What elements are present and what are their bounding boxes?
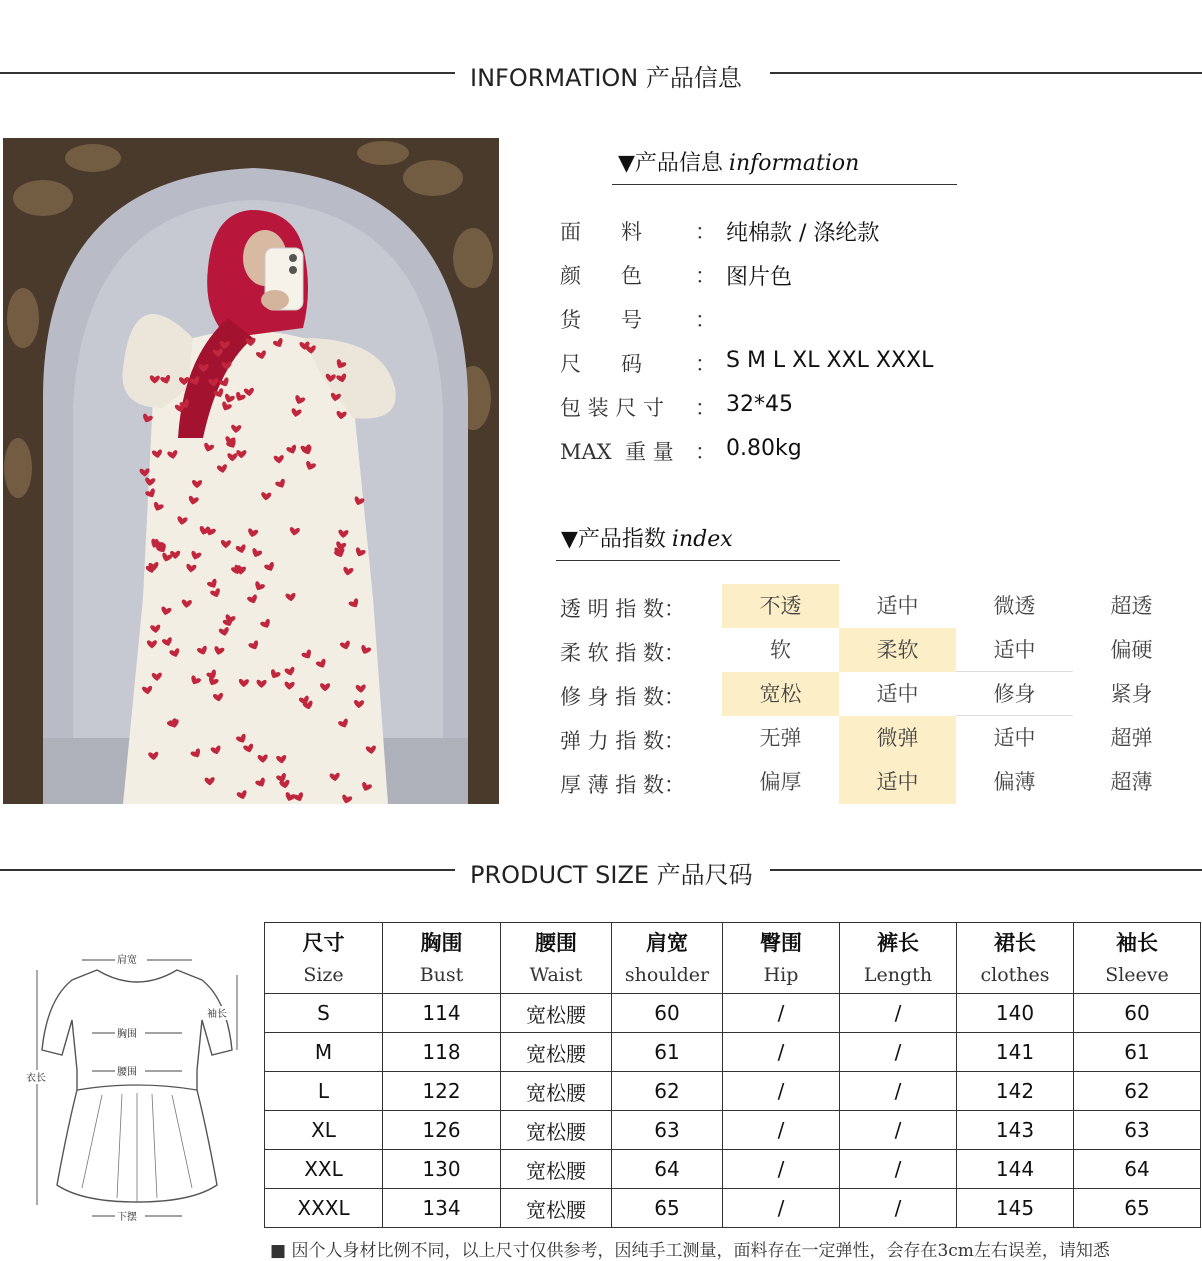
index-row [556, 716, 1202, 760]
header-rule-right [770, 869, 1202, 871]
spec-label: 面 料 [560, 220, 643, 244]
table-cell: / [723, 1189, 840, 1228]
product-index-rule [556, 560, 840, 561]
table-cell: 145 [957, 1189, 1074, 1228]
table-row [265, 994, 1201, 1033]
index-row-label: 厚 薄 指 数： [560, 773, 686, 797]
index-option: 软 [770, 638, 791, 662]
size-table-header-cell [265, 923, 383, 994]
index-option: 修身 [993, 682, 1036, 706]
spec-label: 货 号 [560, 308, 643, 332]
table-cell: 134 [383, 1189, 501, 1228]
table-row [265, 1033, 1201, 1072]
size-table-header-row [265, 923, 1201, 994]
table-cell: XXL [265, 1150, 383, 1189]
index-row-label: 弹 力 指 数： [560, 729, 686, 753]
product-index-heading-zh: ▼产品指数 [561, 527, 666, 552]
table-cell: / [723, 1150, 840, 1189]
spec-colon: ： [695, 440, 716, 464]
product-info-heading [618, 146, 859, 177]
index-row [556, 584, 1202, 628]
spec-label: 包 装 尺 寸 [560, 396, 665, 420]
table-cell: 宽松腰 [501, 994, 612, 1033]
table-cell: 64 [612, 1150, 723, 1189]
table-cell: 140 [957, 994, 1074, 1033]
header-en: shoulder [624, 964, 710, 986]
table-cell: / [840, 994, 957, 1033]
table-cell: M [265, 1033, 383, 1072]
table-cell: 60 [612, 994, 723, 1033]
header-zh: 尺寸 [302, 930, 345, 955]
size-table-header-cell [501, 923, 612, 994]
measurement-diagram [22, 940, 252, 1230]
information-title: INFORMATION 产品信息 [470, 64, 742, 92]
index-option: 适中 [993, 638, 1036, 662]
header-en: Bust [419, 964, 464, 986]
diagram-label-shoulder: 肩宽 [117, 955, 137, 966]
index-option: 适中 [876, 594, 919, 618]
index-option: 偏硬 [1110, 638, 1153, 662]
index-option-selected: 宽松 [722, 672, 839, 716]
index-row [556, 672, 1202, 716]
spec-colon: ： [695, 396, 716, 420]
index-option: 无弹 [759, 726, 802, 750]
table-cell: L [265, 1072, 383, 1111]
index-row-label: 柔 软 指 数： [560, 641, 686, 665]
measurement-note: ■ 因个人身材比例不同，以上尺寸仅供参考，因纯手工测量，面料存在一定弹性，会存在3cm左右误差，请知悉 [270, 1241, 1110, 1261]
diagram-label-length: 衣长 [26, 1073, 46, 1084]
table-cell: / [723, 994, 840, 1033]
header-zh: 腰围 [535, 930, 577, 955]
index-option: 紧身 [1110, 682, 1153, 706]
size-table-header-cell [383, 923, 501, 994]
table-cell: / [840, 1072, 957, 1111]
header-zh: 袖长 [1116, 930, 1158, 955]
header-en: Length [863, 964, 933, 986]
table-cell: 144 [957, 1150, 1074, 1189]
table-cell: 118 [383, 1033, 501, 1072]
product-info-rule [612, 184, 957, 185]
table-cell: / [840, 1111, 957, 1150]
table-cell: / [723, 1111, 840, 1150]
table-cell: / [723, 1072, 840, 1111]
product-info-heading-zh: ▼产品信息 [618, 151, 723, 176]
spec-value: 纯棉款 / 涤纶款 [726, 221, 880, 246]
header-rule-left [0, 869, 455, 871]
index-option-selected: 适中 [839, 760, 956, 804]
spec-row-max-weight [560, 436, 1160, 466]
product-index-heading [561, 522, 733, 553]
table-cell: 65 [612, 1189, 723, 1228]
table-cell: 61 [612, 1033, 723, 1072]
table-cell: 142 [957, 1072, 1074, 1111]
index-option-selected: 不透 [722, 584, 839, 628]
table-cell: S [265, 994, 383, 1033]
table-cell: XL [265, 1111, 383, 1150]
spec-row-item-number [560, 304, 1160, 334]
table-cell: 141 [957, 1033, 1074, 1072]
table-cell: / [840, 1150, 957, 1189]
header-zh: 裤长 [877, 930, 919, 955]
product-info-heading-en: information [728, 151, 860, 176]
table-cell: 62 [1074, 1072, 1201, 1111]
spec-row-sizes [560, 348, 1160, 378]
product-photo [3, 138, 499, 804]
table-row [265, 1150, 1201, 1189]
header-zh: 臀围 [760, 930, 802, 955]
spec-row-package-size [560, 392, 1160, 422]
header-rule-left [0, 72, 455, 74]
spec-value: 0.80kg [726, 436, 802, 461]
index-option: 适中 [876, 682, 919, 706]
header-en: Size [303, 964, 344, 986]
index-option: 超透 [1110, 594, 1153, 618]
index-row [556, 628, 1202, 672]
table-cell: 65 [1074, 1189, 1201, 1228]
diagram-label-sleeve: 袖长 [207, 1009, 227, 1020]
table-cell: 63 [612, 1111, 723, 1150]
diagram-label-hem: 下摆 [117, 1212, 137, 1223]
table-cell: 宽松腰 [501, 1111, 612, 1150]
spec-label: 颜 色 [560, 264, 643, 288]
header-en: Hip [763, 964, 799, 986]
spec-value: S M L XL XXL XXXL [726, 348, 934, 373]
diagram-label-waist: 腰围 [117, 1067, 137, 1078]
table-cell: 126 [383, 1111, 501, 1150]
index-row-label: 透 明 指 数： [560, 597, 686, 621]
index-option: 适中 [993, 726, 1036, 750]
size-title: PRODUCT SIZE 产品尺码 [470, 861, 753, 889]
header-rule-right [770, 72, 1202, 74]
spec-value: 图片色 [726, 265, 793, 290]
index-row-label: 修 身 指 数： [560, 685, 686, 709]
table-row [265, 1072, 1201, 1111]
size-table-body [265, 994, 1201, 1228]
table-cell: 61 [1074, 1033, 1201, 1072]
spec-colon: ： [695, 352, 716, 376]
diagram-label-bust: 胸围 [117, 1029, 137, 1040]
index-option: 超薄 [1110, 770, 1153, 794]
table-cell: 宽松腰 [501, 1033, 612, 1072]
size-table-header-cell [957, 923, 1074, 994]
table-cell: 114 [383, 994, 501, 1033]
size-table-header-cell [612, 923, 723, 994]
spec-colon: ： [695, 264, 716, 288]
table-cell: 宽松腰 [501, 1072, 612, 1111]
table-cell: / [723, 1033, 840, 1072]
spec-value: 32*45 [726, 392, 793, 417]
header-en: clothes [980, 964, 1050, 986]
table-cell: 64 [1074, 1150, 1201, 1189]
index-option-selected: 柔软 [839, 628, 956, 672]
table-cell: 宽松腰 [501, 1150, 612, 1189]
table-cell: 122 [383, 1072, 501, 1111]
table-row [265, 1189, 1201, 1228]
table-cell: XXXL [265, 1189, 383, 1228]
table-cell: / [840, 1189, 957, 1228]
index-row [556, 760, 1202, 804]
size-section-header [0, 855, 1202, 889]
index-option: 偏薄 [993, 770, 1036, 794]
size-table-header-cell [723, 923, 840, 994]
spec-row-fabric [560, 216, 1160, 246]
table-cell: 宽松腰 [501, 1189, 612, 1228]
product-index-heading-en: index [671, 527, 733, 552]
size-table-header-cell [840, 923, 957, 994]
table-cell: / [840, 1033, 957, 1072]
table-cell: 143 [957, 1111, 1074, 1150]
index-option: 偏厚 [759, 770, 802, 794]
header-en: Sleeve [1105, 964, 1169, 986]
index-option: 微透 [993, 594, 1036, 618]
spec-label: MAX 重 量 [560, 440, 674, 464]
index-option: 超弹 [1110, 726, 1153, 750]
spec-row-color [560, 260, 1160, 290]
table-cell: 60 [1074, 994, 1201, 1033]
header-en: Waist [529, 964, 583, 986]
table-row [265, 1111, 1201, 1150]
spec-label: 尺 码 [560, 352, 643, 376]
spec-colon: ： [695, 308, 716, 332]
header-zh: 肩宽 [646, 930, 688, 955]
table-cell: 63 [1074, 1111, 1201, 1150]
header-zh: 胸围 [420, 930, 463, 955]
table-cell: 130 [383, 1150, 501, 1189]
size-table [264, 922, 1201, 1228]
index-option-selected: 微弹 [839, 716, 956, 760]
size-table-header-cell [1074, 923, 1201, 994]
information-section-header [0, 58, 1202, 92]
spec-colon: ： [695, 220, 716, 244]
header-zh: 裙长 [994, 930, 1036, 955]
table-cell: 62 [612, 1072, 723, 1111]
